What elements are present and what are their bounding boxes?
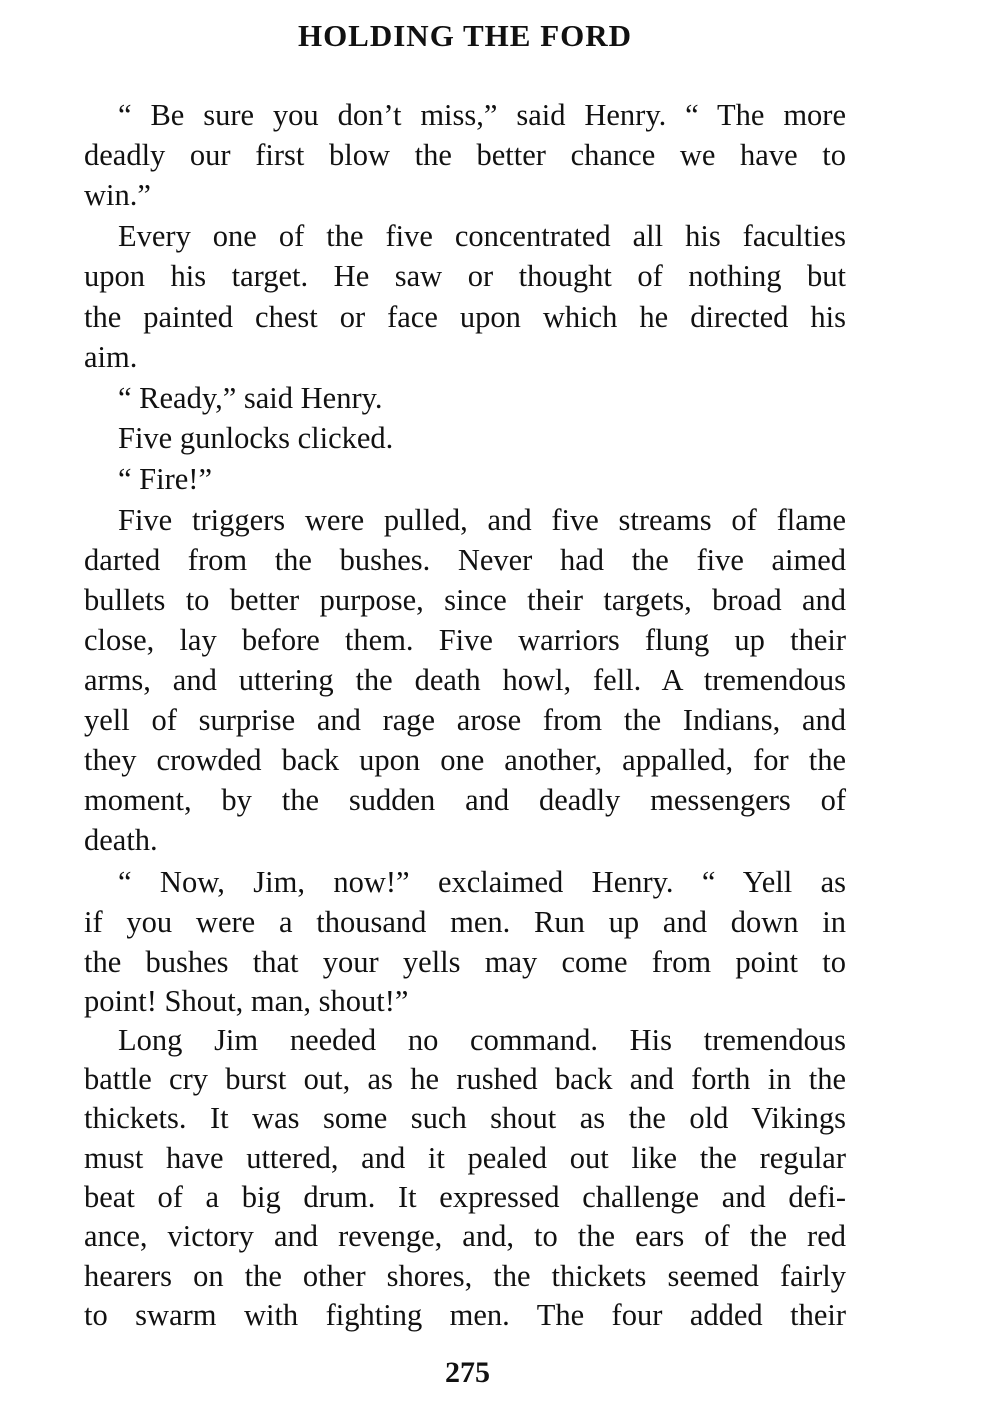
text-line: yell of surprise and rage arose from the Indians, and: [84, 703, 846, 737]
text-line: “ Be sure you don’t miss,” said Henry. “ The more: [118, 98, 846, 132]
text-line: arms, and uttering the death howl, fell. A tremendous: [84, 663, 846, 697]
text-line: thickets. It was some such shout as the old Vikings: [84, 1101, 846, 1135]
text-line: must have uttered, and it pealed out like the regular: [84, 1141, 846, 1175]
text-line: the bushes that your yells may come from point to: [84, 945, 846, 979]
text-line: ance, victory and revenge, and, to the ears of the red: [84, 1219, 846, 1253]
text-line: “ Fire!”: [118, 462, 212, 496]
text-line: if you were a thousand men. Run up and down in: [84, 905, 846, 939]
text-line: Five triggers were pulled, and five streams of flame: [118, 503, 846, 537]
text-line: hearers on the other shores, the thickets seemed fairly: [84, 1259, 846, 1293]
text-line: close, lay before them. Five warriors flung up their: [84, 623, 846, 657]
text-line: point! Shout, man, shout!”: [84, 984, 409, 1018]
running-head: HOLDING THE FORD: [297, 18, 633, 53]
text-line: deadly our first blow the better chance we have to: [84, 138, 846, 172]
text-line: “ Ready,” said Henry.: [118, 381, 383, 415]
text-line: battle cry burst out, as he rushed back and forth in the: [84, 1062, 846, 1096]
text-line: they crowded back upon one another, appalled, for the: [84, 743, 846, 777]
text-line: Every one of the five concentrated all his faculties: [118, 219, 846, 253]
text-line: win.”: [84, 178, 151, 212]
text-line: moment, by the sudden and deadly messengers of: [84, 783, 846, 817]
text-line: “ Now, Jim, now!” exclaimed Henry. “ Yell as: [118, 865, 846, 899]
text-line: Five gunlocks clicked.: [118, 421, 394, 455]
text-line: Long Jim needed no command. His tremendous: [118, 1023, 846, 1057]
text-line: the painted chest or face upon which he directed his: [84, 300, 846, 334]
text-line: upon his target. He saw or thought of nothing but: [84, 259, 846, 293]
text-line: bullets to better purpose, since their targets, broad and: [84, 583, 846, 617]
text-line: darted from the bushes. Never had the five aimed: [84, 543, 846, 577]
text-line: aim.: [84, 340, 138, 374]
text-line: death.: [84, 823, 158, 857]
page-number: 275: [445, 1356, 490, 1389]
text-line: beat of a big drum. It expressed challenge and defi-: [84, 1180, 846, 1214]
text-line: to swarm with fighting men. The four added their: [84, 1298, 846, 1332]
